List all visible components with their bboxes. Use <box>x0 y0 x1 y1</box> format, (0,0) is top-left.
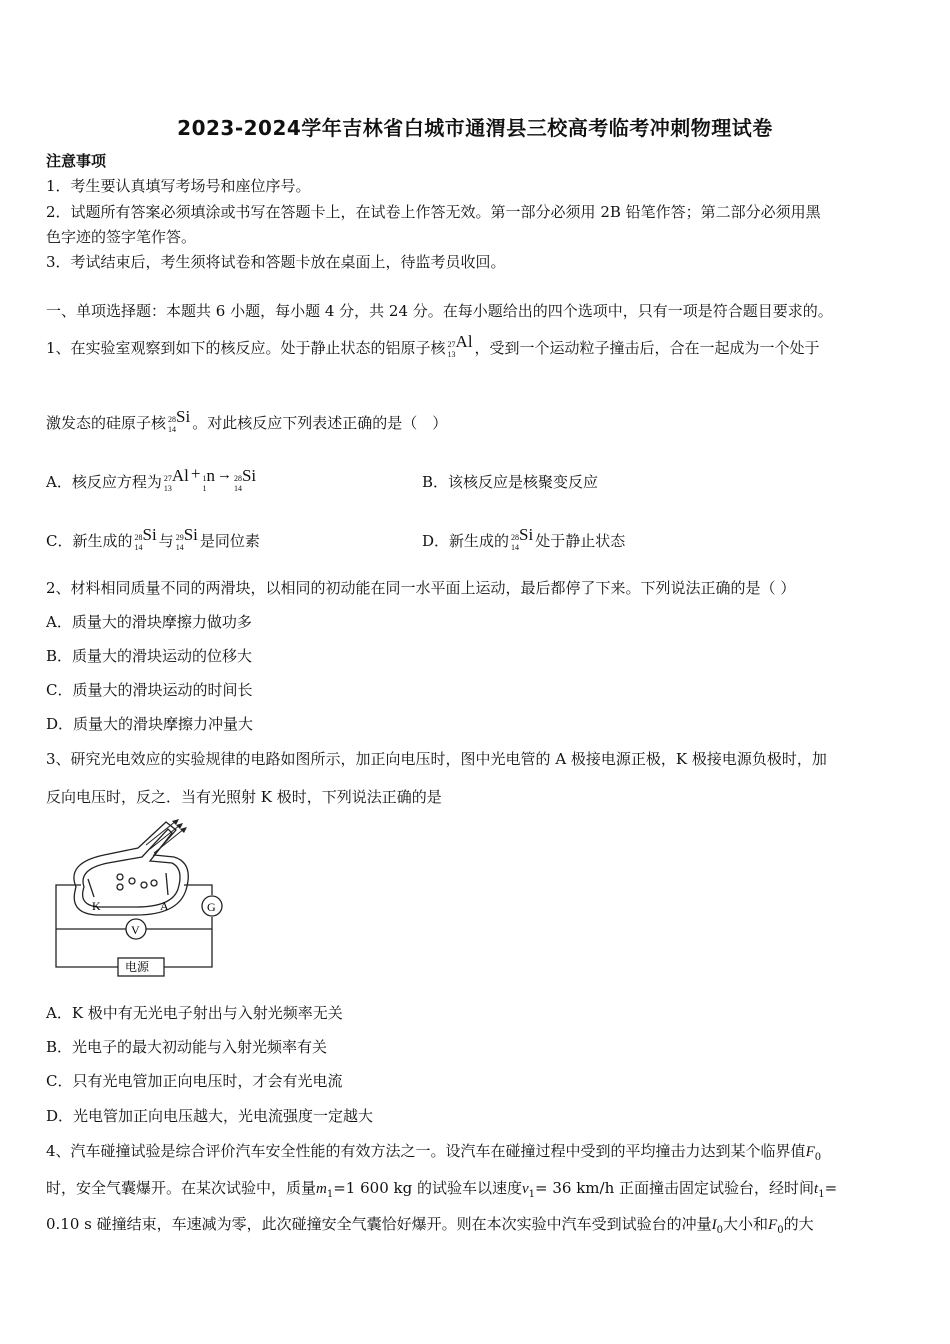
q1-stem-b: ，受到一个运动粒子撞击后，合在一起成为一个处于 <box>474 339 820 357</box>
electron <box>117 884 123 890</box>
electron <box>141 882 147 888</box>
galvanometer-label: G <box>207 900 216 914</box>
q1-option-a[interactable]: A．核反应方程为 27 13Al + 1 1n → 28 14Si <box>46 464 257 493</box>
q4-stem-line2: 时，安全气囊爆开。在某次试验中，质量$m_1=1$ 600 kg 的试验车以速度$v_1= 36$ km/h 正面撞击固定试验台，经时间$t_1=$ <box>46 1179 838 1200</box>
cathode-plate <box>88 879 94 897</box>
q1-stem-a: 1、在实验室观察到如下的核反应。处于静止状态的铝原子核 <box>46 339 446 357</box>
notice-heading: 注意事项 <box>46 152 107 170</box>
electron <box>151 880 157 886</box>
notice-item-2-cont: 色字迹的签字笔作答。 <box>46 228 197 246</box>
q1-stem-line1 <box>46 331 820 361</box>
notice-item-3: 3．考试结束后，考生须将试卷和答题卡放在桌面上，待监考员收回。 <box>46 253 506 271</box>
electron <box>129 878 135 884</box>
q1-options-cd <box>46 524 926 554</box>
photoelectric-circuit-figure <box>46 815 236 977</box>
q3-option-b[interactable]: B．光电子的最大初动能与入射光频率有关 <box>46 1038 328 1056</box>
cathode-label: K <box>92 899 101 913</box>
q1-option-b[interactable]: B．该核反应是核聚变反应 <box>422 473 599 491</box>
voltmeter-label: V <box>131 923 140 937</box>
section-heading: 一、单项选择题：本题共 6 小题，每小题 4 分，共 24 分。在每小题给出的四个选项中，只有一项是符合题目要求的。 <box>46 302 833 320</box>
isotope-si28: 28 14Si <box>168 406 191 434</box>
q2-option-a[interactable]: A．质量大的滑块摩擦力做功多 <box>46 613 252 631</box>
circuit-wire-bottom-r <box>164 929 212 967</box>
anode-label: A <box>160 899 169 913</box>
phototube-inner <box>83 829 180 907</box>
anode-plate <box>166 873 168 895</box>
q3-stem-line1: 3、研究光电效应的实验规律的电路如图所示，加正向电压时，图中光电管的 A 极接电源正极，K 极接电源负极时，加 <box>46 750 827 768</box>
isotope-al27: 27 13Al <box>447 331 473 359</box>
q2-option-b[interactable]: B．质量大的滑块运动的位移大 <box>46 647 253 665</box>
q1-option-c[interactable]: C．新生成的 28 14Si 与 29 14Si 是同位素 <box>46 524 260 552</box>
electron <box>117 874 123 880</box>
q1-options-ab <box>46 464 926 495</box>
q2-option-d[interactable]: D．质量大的滑块摩擦力冲量大 <box>46 715 254 733</box>
q3-option-d[interactable]: D．光电管加正向电压越大，光电流强度一定越大 <box>46 1107 374 1125</box>
q4-stem-line1: 4、汽车碰撞试验是综合评价汽车安全性能的有效方法之一。设汽车在碰撞过程中受到的平均撞击力达到某个临界值$F_0$ <box>46 1142 822 1163</box>
q3-stem-line2: 反向电压时，反之．当有光照射 K 极时，下列说法正确的是 <box>46 788 442 806</box>
q1-stem-d: 。对此核反应下列表述正确的是（ ） <box>192 414 448 432</box>
page-title: 2023-2024学年吉林省白城市通渭县三校高考临考冲刺物理试卷 <box>177 116 773 140</box>
q1-option-d[interactable]: D．新生成的 28 14Si 处于静止状态 <box>422 524 626 552</box>
notice-item-1: 1．考生要认真填写考场号和座位序号。 <box>46 177 311 195</box>
power-source-label: 电源 <box>125 960 150 974</box>
q2-option-c[interactable]: C．质量大的滑块运动的时间长 <box>46 681 253 699</box>
q1-stem-c: 激发态的硅原子核 <box>46 414 167 432</box>
circuit-wire-right <box>184 885 212 895</box>
q4-stem-line3: 0.10 s 碰撞结束，车速减为零，此次碰撞安全气囊恰好爆开。则在本次实验中汽车受到试验台的冲量$I_0$大小和$F_0$的大 <box>46 1215 814 1236</box>
q1-stem-line2 <box>46 406 448 436</box>
circuit-wire-bottom <box>56 929 118 967</box>
q2-stem: 2、材料相同质量不同的两滑块，以相同的初动能在同一水平面上运动，最后都停了下来。下列说法正确的是（ ） <box>46 579 796 597</box>
q3-option-a[interactable]: A．K 极中有无光电子射出与入射光频率无关 <box>46 1004 343 1022</box>
notice-item-2: 2．试题所有答案必须填涂或书写在答题卡上，在试卷上作答无效。第一部分必须用 2B 铅笔作答；第二部分必须用黑 <box>46 203 821 221</box>
q3-option-c[interactable]: C．只有光电管加正向电压时，才会有光电流 <box>46 1072 343 1090</box>
